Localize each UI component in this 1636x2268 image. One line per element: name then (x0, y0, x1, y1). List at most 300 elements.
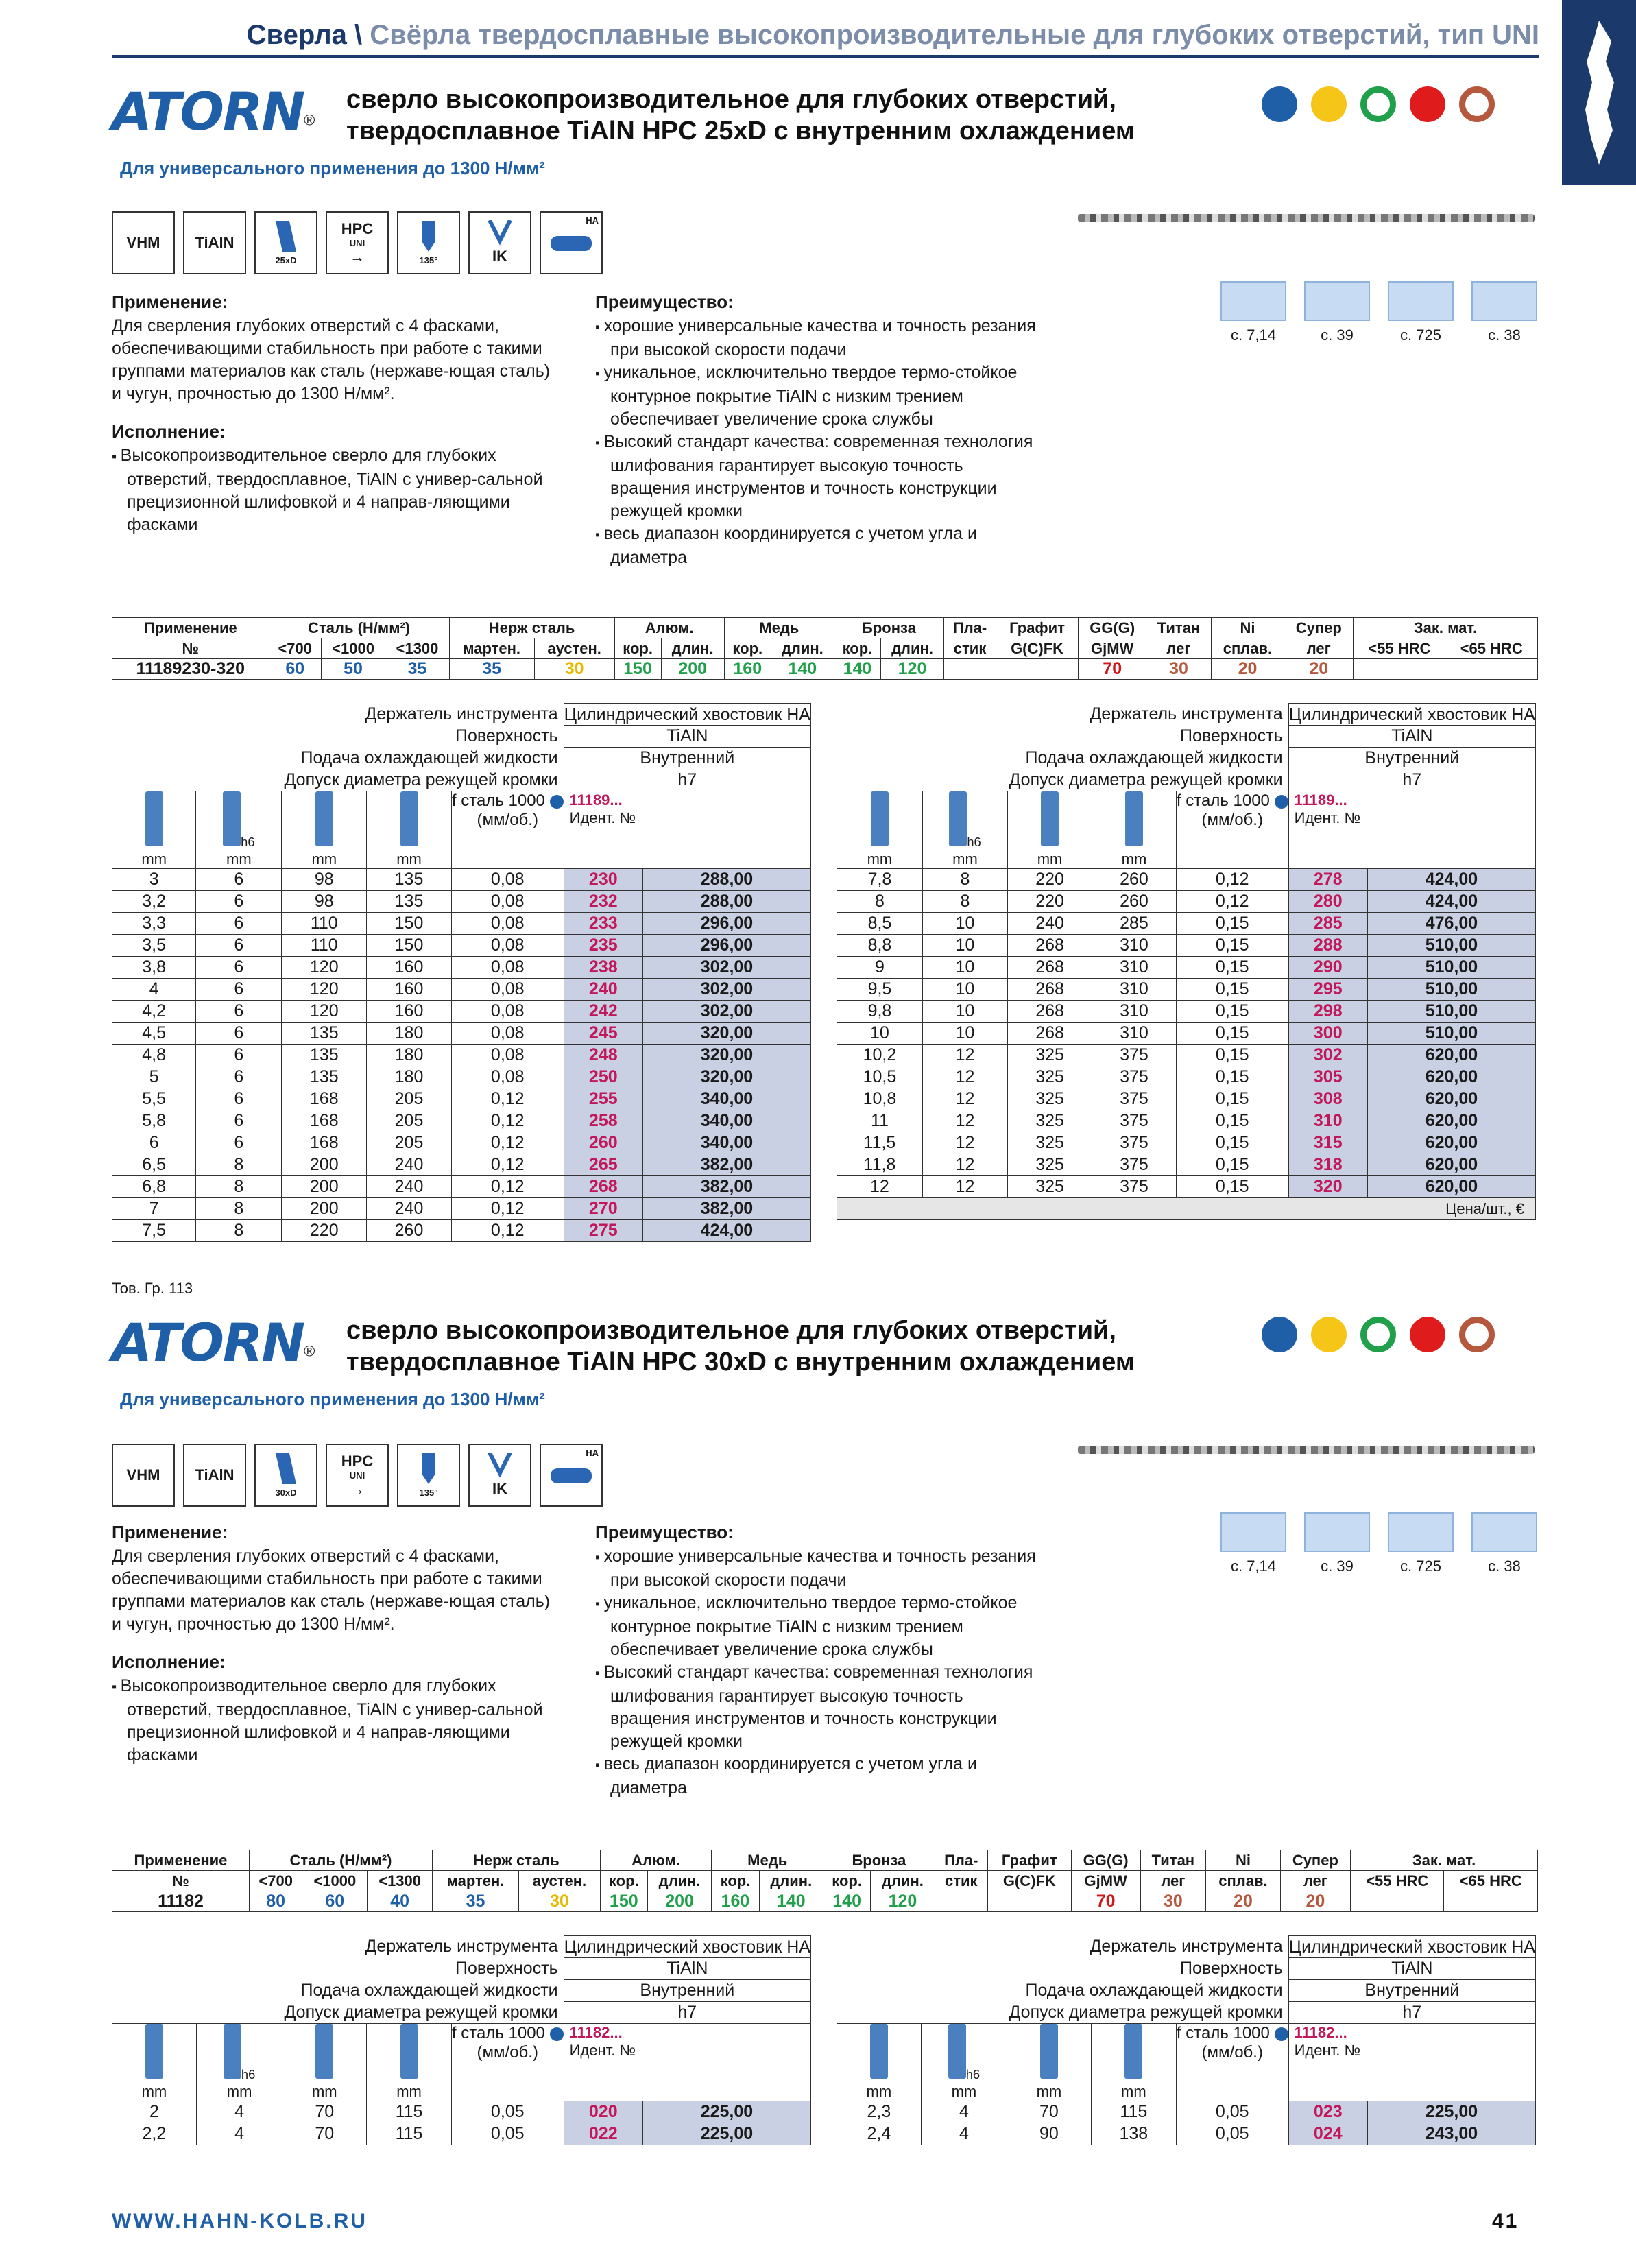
cell: 3 (112, 869, 196, 891)
app-subheader: мартен. (433, 1871, 519, 1891)
app-value: 150 (600, 1891, 647, 1912)
cell: 205 (367, 1088, 452, 1110)
app-value: 160 (724, 659, 771, 680)
cell: 6,5 (112, 1154, 196, 1176)
table-row[interactable] (112, 1001, 811, 1023)
holder-label: Держатель инструмента (112, 1936, 564, 1958)
col-hard: Зак. мат. (1351, 1850, 1538, 1871)
cell: 0,08 (451, 1045, 564, 1066)
table-row[interactable] (112, 869, 811, 891)
app-subheader: длин. (871, 1871, 935, 1891)
cell: 310 (1092, 957, 1177, 979)
table-row[interactable] (112, 1066, 811, 1088)
cell: 296,00 (642, 935, 810, 957)
ref-4[interactable]: с. 38 (1471, 1512, 1537, 1575)
app-subheader: длин. (880, 638, 943, 659)
catalog-icon (1220, 1512, 1286, 1552)
dimension-icon (223, 791, 241, 846)
table-row[interactable] (112, 1045, 811, 1066)
cell: 424,00 (1367, 869, 1535, 891)
product2-application: Применение: Для сверления глубоких отверстий с 4 фасками, обеспечивающими стабильность при работе с такими группами материалов как сталь (нержаве-ющая сталь) и чугун, прочностью до 1300 Н/мм². Исполнение: ▪ Высокопроизводительное сверло для глубоких отверстий, твердосплавное, TiAlN с универ-сальной прецизионной шлифовкой и 4 направ-ляющими фасками (112, 1521, 564, 1767)
cell: 4,2 (112, 1001, 196, 1023)
table-row[interactable] (112, 1198, 811, 1220)
col-alu: Алюм. (600, 1850, 712, 1871)
tialn-icon: TiAlN (183, 1444, 246, 1507)
cell: 7 (112, 1198, 196, 1220)
cell: 325 (1008, 1066, 1092, 1088)
cell: 3,8 (112, 957, 196, 979)
dot-brown (1459, 1317, 1495, 1352)
app-value: 120 (880, 659, 943, 680)
cell: 4 (196, 2123, 282, 2145)
cell: 6 (196, 1045, 282, 1066)
chapter-tab[interactable] (1562, 0, 1636, 185)
tolerance-value: h7 (564, 769, 810, 791)
dot-brown (1459, 86, 1495, 122)
table-row[interactable] (112, 1176, 811, 1198)
cell: 10,2 (837, 1045, 923, 1066)
tialn-icon: TiAlN (183, 211, 246, 274)
cell: 8 (922, 891, 1007, 913)
table-row[interactable] (112, 1110, 811, 1132)
app-value: 20 (1280, 1891, 1350, 1912)
cell: 375 (1092, 1088, 1177, 1110)
cell: 424,00 (1367, 891, 1535, 913)
cell: 298 (1288, 1001, 1367, 1023)
cell: 4 (196, 2101, 282, 2123)
cell: 382,00 (642, 1198, 810, 1220)
app-subheader: стик (944, 638, 996, 659)
dim-header: mm (1007, 2024, 1092, 2101)
cell: 0,12 (451, 1110, 564, 1132)
cell: 476,00 (1367, 913, 1535, 935)
app-value (996, 659, 1079, 680)
table-row[interactable] (837, 869, 1536, 891)
cell: 3,3 (112, 913, 196, 935)
cell: 4,5 (112, 1023, 196, 1045)
cell: 2,2 (112, 2123, 197, 2145)
cell: 325 (1008, 1088, 1092, 1110)
holder-value: Цилиндрический хвостовик HA (564, 704, 810, 724)
tolerance-label: Допуск диаметра режущей кромки (837, 2002, 1289, 2024)
table-row[interactable] (112, 1220, 811, 1242)
dimension-icon (145, 791, 163, 846)
cell: 168 (282, 1088, 367, 1110)
cell: 3,5 (112, 935, 196, 957)
cell: 258 (564, 1110, 642, 1132)
cell: 3,2 (112, 891, 196, 913)
dim-header: mm (1092, 791, 1177, 869)
cell: 240 (367, 1198, 452, 1220)
cell: 0,15 (1176, 1001, 1288, 1023)
table-row[interactable] (112, 2123, 811, 2145)
cell: 310 (1092, 1001, 1177, 1023)
cell: 620,00 (1367, 1066, 1535, 1088)
cell: 620,00 (1367, 1176, 1535, 1198)
cell: 510,00 (1367, 957, 1535, 979)
cell: 240 (1008, 913, 1092, 935)
cell: 0,15 (1176, 913, 1288, 935)
cell: 6 (196, 1110, 282, 1132)
dimension-icon (948, 2024, 966, 2079)
cell: 180 (367, 1045, 452, 1066)
table-row[interactable] (112, 2101, 811, 2123)
cell: 308 (1288, 1088, 1367, 1110)
app-no: 11182 (112, 1891, 250, 1912)
dimension-icon (1040, 2024, 1058, 2079)
app-subheader: кор. (823, 1871, 871, 1891)
col-bronze: Бронза (823, 1850, 935, 1871)
cell: 0,15 (1176, 1045, 1288, 1066)
app-subheader: лег (1284, 638, 1354, 659)
cell: 0,12 (451, 1220, 564, 1242)
cell: 0,12 (451, 1088, 564, 1110)
holder-label: Держатель инструмента (837, 704, 1289, 726)
cell: 10 (922, 935, 1007, 957)
blue-dot-icon (1275, 795, 1288, 809)
cell: 6 (196, 1066, 282, 1088)
surface-value: TiAlN (1288, 1958, 1535, 1980)
cell: 375 (1092, 1176, 1177, 1198)
app-subheader: <1000 (302, 1871, 368, 1891)
table-row[interactable] (837, 935, 1536, 957)
table-row[interactable] (112, 1088, 811, 1110)
cell: 0,15 (1176, 979, 1288, 1001)
cell: 268 (1008, 935, 1092, 957)
dot-yellow (1311, 86, 1347, 122)
dimension-icon (1124, 2024, 1142, 2079)
header-subcategory: Свёрла твердосплавные высокопроизводительные для глубоких отверстий, тип UNI (370, 19, 1539, 50)
table-row[interactable] (837, 1176, 1536, 1198)
app-value: 160 (712, 1891, 759, 1912)
cell: 9 (837, 957, 923, 979)
table-row[interactable] (112, 1132, 811, 1154)
cell: 375 (1092, 1132, 1177, 1154)
product1-refs (1220, 281, 1537, 344)
page-header (112, 15, 1539, 58)
cell: 020 (564, 2101, 642, 2123)
table-row[interactable] (837, 979, 1536, 1001)
surface-value: TiAlN (564, 726, 810, 748)
cell: 242 (564, 1001, 642, 1023)
angle-135-icon: 135° (397, 1444, 460, 1507)
col-cast: GG(G) (1071, 1850, 1140, 1871)
table-row[interactable] (837, 1088, 1536, 1110)
dim-header: h6 mm (921, 2024, 1007, 2101)
cell: 12 (837, 1176, 923, 1198)
tolerance-value: h7 (564, 2002, 810, 2024)
cell: 8 (196, 1176, 282, 1198)
app-value: 30 (519, 1891, 601, 1912)
ref-4[interactable]: с. 38 (1471, 281, 1537, 344)
col-super: Супер (1284, 618, 1354, 638)
cell: 285 (1092, 913, 1177, 935)
cell: 0,12 (1176, 891, 1288, 913)
app-subheader: аустен. (519, 1871, 601, 1891)
ref-3[interactable]: с. 725 (1388, 1512, 1454, 1575)
cell: 6 (196, 1088, 282, 1110)
internal-cooling-icon: IK (468, 211, 531, 274)
coolant-label: Подача охлаждающей жидкости (837, 1980, 1289, 2002)
cell: 310 (1288, 1110, 1367, 1132)
cell: 0,12 (451, 1154, 564, 1176)
app-subheader: стик (935, 1871, 987, 1891)
app-subheader: <700 (249, 1871, 302, 1891)
product1-table-right (837, 703, 1536, 1220)
table-row[interactable] (112, 935, 811, 957)
table-row[interactable] (837, 913, 1536, 935)
blue-dot-icon (1275, 2027, 1288, 2041)
cell: 0,08 (451, 913, 564, 935)
product1-advantages: Преимущество: ▪ хорошие универсальные качества и точность резания при высокой скорости подачи ▪ уникальное, исключительно твердое термо-стойкое контурное покрытие TiAlN с низким трением обеспечивает увеличение срока службы ▪ Высокий стандарт качества: современная технология шлифования гарантирует высокую точность вращения инструментов и точность конструкции режущей кромки ▪ весь диапазон координируется с учетом угла и диаметра (595, 291, 1048, 569)
hpc-uni-icon: HPC UNI → (326, 1444, 389, 1507)
cell: 325 (1008, 1132, 1092, 1154)
internal-cooling-icon: IK (468, 1444, 531, 1507)
coolant-value: Внутренний (1288, 748, 1535, 769)
app-value: 20 (1211, 659, 1284, 680)
cell: 2,4 (837, 2123, 922, 2145)
table-row[interactable] (837, 1045, 1536, 1066)
table-row[interactable] (837, 1110, 1536, 1132)
cell: 233 (564, 913, 642, 935)
table-row[interactable] (112, 957, 811, 979)
cell: 240 (367, 1154, 452, 1176)
table-row[interactable] (837, 2123, 1536, 2145)
app-value: 35 (385, 659, 449, 680)
cell: 5,5 (112, 1088, 196, 1110)
cell: 90 (1007, 2123, 1092, 2145)
cell: 260 (564, 1132, 642, 1154)
app-value: 35 (449, 659, 534, 680)
cell: 325 (1008, 1176, 1092, 1198)
cell: 278 (1288, 869, 1367, 891)
product1-application: Применение: Для сверления глубоких отверстий с 4 фасками, обеспечивающими стабильность при работе с такими группами материалов как сталь (нержаве-ющая сталь) и чугун, прочностью до 1300 Н/мм². Исполнение: ▪ Высокопроизводительное сверло для глубоких отверстий, твердосплавное, TiAlN с универ-сальной прецизионной шлифовкой и 4 направ-ляющими фасками (112, 291, 564, 536)
app-subheader: GjMW (1079, 638, 1146, 659)
table-row[interactable] (112, 1023, 811, 1045)
cell: 320,00 (642, 1045, 810, 1066)
table-row[interactable] (837, 1023, 1536, 1045)
cell: 70 (1007, 2101, 1092, 2123)
cell: 0,15 (1176, 1023, 1288, 1045)
cell: 268 (1008, 1023, 1092, 1045)
footer-url[interactable]: WWW.HAHN-KOLB.RU (112, 2210, 368, 2232)
table-row[interactable] (112, 1154, 811, 1176)
cell: 620,00 (1367, 1110, 1535, 1132)
ref-3[interactable]: с. 725 (1388, 281, 1454, 344)
cell: 375 (1092, 1154, 1177, 1176)
app-subheader: кор. (724, 638, 771, 659)
cell: 160 (367, 957, 452, 979)
cell: 0,08 (451, 1023, 564, 1045)
dim-header: mm (837, 2024, 922, 2101)
app-value (935, 1891, 987, 1912)
cell: 6,8 (112, 1176, 196, 1198)
cell: 220 (282, 1220, 367, 1242)
ref-2[interactable]: с. 39 (1304, 281, 1370, 344)
cell: 382,00 (642, 1154, 810, 1176)
col-steel: Сталь (Н/мм²) (249, 1850, 432, 1871)
cell: 024 (1288, 2123, 1367, 2145)
cell: 268 (564, 1176, 642, 1198)
cell: 243,00 (1367, 2123, 1535, 2145)
app-value (1351, 1891, 1444, 1912)
app-subheader: <65 HRC (1444, 1871, 1538, 1891)
cell: 12 (922, 1045, 1007, 1066)
cell: 620,00 (1367, 1154, 1535, 1176)
cell: 10 (922, 957, 1007, 979)
ref-1[interactable]: с. 7,14 (1220, 1512, 1286, 1575)
cell: 115 (367, 2123, 452, 2145)
app-subheader: <55 HRC (1351, 1871, 1444, 1891)
table-row[interactable] (837, 1132, 1536, 1154)
product2-refs (1220, 1512, 1537, 1575)
cell: 12 (922, 1154, 1007, 1176)
col-graphite: Графит (987, 1850, 1071, 1871)
cell: 9,5 (837, 979, 923, 1001)
atorn-logo-2: ATORN® (112, 1312, 315, 1373)
cell: 315 (1288, 1132, 1367, 1154)
table-row[interactable] (112, 913, 811, 935)
cell: 135 (282, 1066, 367, 1088)
app-subheader: лег (1140, 1871, 1206, 1891)
cell: 0,12 (451, 1198, 564, 1220)
ref-2[interactable]: с. 39 (1304, 1512, 1370, 1575)
product1-app-table (112, 617, 1538, 680)
table-row[interactable] (837, 1001, 1536, 1023)
cell: 120 (282, 957, 367, 979)
tolerance-label: Допуск диаметра режущей кромки (112, 769, 564, 791)
length-30xd-icon: 30xD (254, 1444, 317, 1507)
holder-value: Цилиндрический хвостовик HA (1288, 704, 1535, 724)
col-ni: Ni (1211, 618, 1284, 638)
table-row[interactable] (837, 957, 1536, 979)
cell: 12 (922, 1110, 1007, 1132)
cell: 375 (1092, 1066, 1177, 1088)
length-25xd-icon: 25xD (254, 211, 317, 274)
cell: 424,00 (642, 1220, 810, 1242)
cell: 4 (112, 979, 196, 1001)
cell: 6 (196, 869, 282, 891)
app-value: 200 (661, 659, 724, 680)
cell: 110 (282, 913, 367, 935)
product1-drill-image (1078, 214, 1535, 222)
app-value: 20 (1284, 659, 1354, 680)
cell: 268 (1008, 1001, 1092, 1023)
table-row[interactable] (837, 1154, 1536, 1176)
cell: 168 (282, 1132, 367, 1154)
cell: 6 (196, 891, 282, 913)
feed-header: f сталь 1000 (мм/об.) (451, 2024, 564, 2101)
cell: 12 (922, 1066, 1007, 1088)
dim-header: mm (1091, 2024, 1176, 2101)
col-bronze: Бронза (834, 618, 943, 638)
cell: 0,08 (451, 935, 564, 957)
surface-value: TiAlN (1288, 726, 1535, 748)
cell: 238 (564, 957, 642, 979)
cell: 98 (282, 869, 367, 891)
cell: 0,05 (451, 2101, 564, 2123)
holder-value: Цилиндрический хвостовик HA (564, 1937, 810, 1957)
app-value: 140 (823, 1891, 871, 1912)
hpc-uni-icon: HPC UNI → (326, 211, 389, 274)
surface-label: Поверхность (837, 1958, 1289, 1980)
coolant-label: Подача охлаждающей жидкости (112, 1980, 564, 2002)
app-value: 200 (647, 1891, 712, 1912)
cell: 11 (837, 1110, 923, 1132)
cell: 0,15 (1176, 1066, 1288, 1088)
cell: 8,8 (837, 935, 923, 957)
cell: 10 (922, 979, 1007, 1001)
material-dots-2 (1262, 1317, 1495, 1352)
cell: 135 (367, 869, 452, 891)
table-row[interactable] (837, 891, 1536, 913)
cell: 0,05 (1176, 2101, 1288, 2123)
table-row[interactable] (112, 891, 811, 913)
cell: 120 (282, 1001, 367, 1023)
cell: 200 (282, 1198, 367, 1220)
dimension-icon (400, 2024, 418, 2079)
app-subheader: лег (1146, 638, 1211, 659)
cell: 232 (564, 891, 642, 913)
product2-icons (112, 1444, 603, 1507)
blue-dot-icon (550, 2027, 564, 2041)
cell: 255 (564, 1088, 642, 1110)
cell: 0,15 (1176, 1132, 1288, 1154)
table-row[interactable] (837, 2101, 1536, 2123)
cell: 205 (367, 1110, 452, 1132)
dim-header: mm (367, 791, 452, 869)
dim-header: h6 mm (196, 2024, 282, 2101)
cell: 70 (282, 2101, 367, 2123)
cell: 280 (1288, 891, 1367, 913)
cell: 375 (1092, 1110, 1177, 1132)
cell: 6 (196, 1023, 282, 1045)
surface-label: Поверхность (112, 1958, 564, 1980)
cell: 7,8 (837, 869, 923, 891)
cell: 0,05 (1176, 2123, 1288, 2145)
col-titan: Титан (1140, 1850, 1206, 1871)
angle-135-icon: 135° (397, 211, 460, 274)
col-titan: Титан (1146, 618, 1211, 638)
product1-subtitle: Для универсального применения до 1300 Н/мм² (120, 158, 545, 178)
dot-green (1360, 86, 1396, 122)
tolerance-value: h7 (1288, 769, 1535, 791)
dimension-icon (870, 2024, 888, 2079)
col-plastic: Пла- (935, 1850, 987, 1871)
table-row[interactable] (112, 979, 811, 1001)
cell: 0,08 (451, 869, 564, 891)
cell: 180 (367, 1066, 452, 1088)
cell: 325 (1008, 1110, 1092, 1132)
app-subheader: мартен. (449, 638, 534, 659)
cell: 220 (1008, 891, 1092, 913)
app-value: 30 (534, 659, 614, 680)
coolant-label: Подача охлаждающей жидкости (837, 748, 1289, 769)
cell: 022 (564, 2123, 642, 2145)
cell: 220 (1008, 869, 1092, 891)
ref-1[interactable]: с. 7,14 (1220, 281, 1286, 344)
table-row[interactable] (837, 1066, 1536, 1088)
col-super: Супер (1280, 1850, 1350, 1871)
app-value: 60 (269, 659, 321, 680)
cell: 8 (196, 1198, 282, 1220)
dot-green (1360, 1317, 1396, 1352)
cell: 225,00 (642, 2101, 810, 2123)
col-hard: Зак. мат. (1354, 618, 1538, 638)
cell: 0,15 (1176, 1176, 1288, 1198)
product1-title: сверло высокопроизводительное для глубоких отверстий, твердосплавное TiAlN HPC 25xD с внутренним охлаждением (346, 85, 1135, 145)
cell: 6 (196, 935, 282, 957)
